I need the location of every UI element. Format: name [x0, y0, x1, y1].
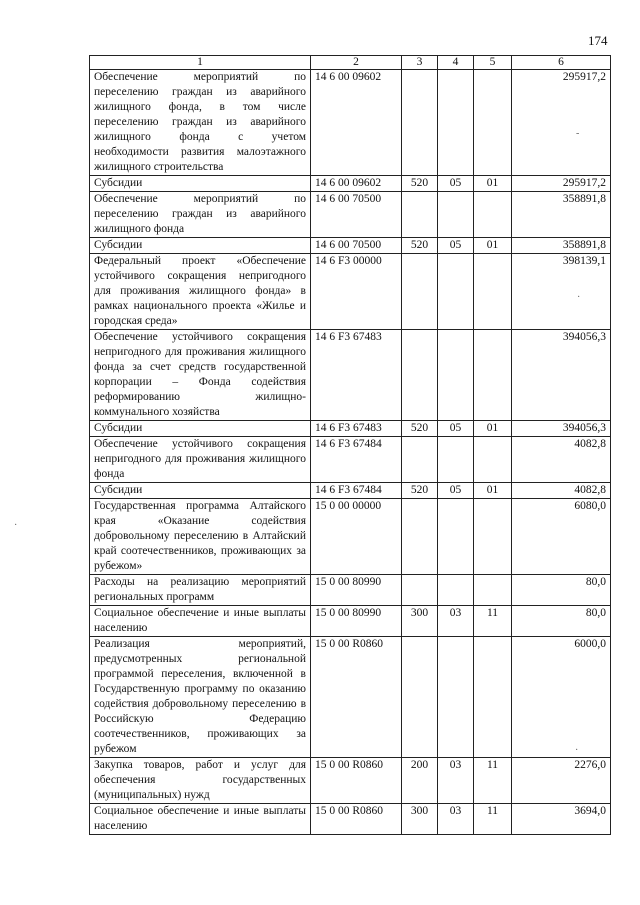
rz-cell: [438, 437, 474, 483]
pr-cell: 11: [474, 758, 512, 804]
pr-cell: [474, 575, 512, 606]
table-row: [90, 254, 611, 330]
pr-cell: 01: [474, 421, 512, 437]
vr-cell: 520: [402, 176, 438, 192]
name-cell: Субсидии: [90, 238, 311, 254]
pr-cell: 11: [474, 606, 512, 637]
name-cell: Обеспечение мероприятий по переселению граждан из аварийного жилищного фонда, в том числе переселению граждан из аварийного жилищного фонда с учетом необходимости развития малоэтажного жилищного строительства: [90, 70, 311, 176]
sum-cell: 80,0: [512, 575, 611, 606]
table-row: [90, 637, 611, 758]
vr-cell: 300: [402, 606, 438, 637]
csr-cell: 15 0 00 R0860: [311, 637, 402, 758]
rz-cell: 05: [438, 238, 474, 254]
pr-cell: 01: [474, 238, 512, 254]
table-row: [90, 437, 611, 483]
scan-mark: -: [576, 128, 580, 139]
csr-cell: 14 6 F3 67483: [311, 330, 402, 421]
table-row: [90, 804, 611, 835]
sum-cell: 358891,8: [512, 192, 611, 238]
table-body: [90, 70, 611, 835]
pr-cell: [474, 330, 512, 421]
csr-cell: 14 6 F3 00000: [311, 254, 402, 330]
name-cell: Субсидии: [90, 176, 311, 192]
csr-cell: 15 0 00 80990: [311, 575, 402, 606]
table-row: [90, 192, 611, 238]
table-row: [90, 499, 611, 575]
rz-cell: 03: [438, 758, 474, 804]
column-header-6: 6: [512, 56, 611, 70]
name-cell: Социальное обеспечение и иные выплаты населению: [90, 606, 311, 637]
page-number: 174: [588, 33, 608, 48]
vr-cell: [402, 499, 438, 575]
table-row: [90, 176, 611, 192]
sum-cell: 4082,8: [512, 483, 611, 499]
pr-cell: 11: [474, 804, 512, 835]
name-cell: Закупка товаров, работ и услуг для обеспечения государственных (муниципальных) нужд: [90, 758, 311, 804]
rz-cell: [438, 499, 474, 575]
csr-cell: 14 6 00 70500: [311, 192, 402, 238]
name-cell: Обеспечение устойчивого сокращения непригодного для проживания жилищного фонда: [90, 437, 311, 483]
sum-cell: 6000,0: [512, 637, 611, 758]
column-header-5: 5: [474, 56, 512, 70]
sum-cell: 295917,2: [512, 70, 611, 176]
name-cell: Субсидии: [90, 421, 311, 437]
name-cell: Реализация мероприятий, предусмотренных региональной программой переселения, включенной в Государственную программу по оказанию содействия добровольному переселению в Российскую Федерацию соотечественников, проживающих за рубежом: [90, 637, 311, 758]
table-row: [90, 330, 611, 421]
rz-cell: 05: [438, 483, 474, 499]
rz-cell: [438, 70, 474, 176]
table-row: [90, 70, 611, 176]
sum-cell: 6080,0: [512, 499, 611, 575]
column-header-3: 3: [402, 56, 438, 70]
table-row: [90, 421, 611, 437]
scan-mark: ·: [14, 520, 18, 531]
rz-cell: 03: [438, 606, 474, 637]
sum-cell: 394056,3: [512, 421, 611, 437]
name-cell: Социальное обеспечение и иные выплаты населению: [90, 804, 311, 835]
rz-cell: 05: [438, 176, 474, 192]
pr-cell: [474, 254, 512, 330]
rz-cell: [438, 192, 474, 238]
rz-cell: [438, 330, 474, 421]
name-cell: Государственная программа Алтайского края «Оказание содействия добровольному переселению в Алтайский край соотечественников, проживающих за рубежом»: [90, 499, 311, 575]
vr-cell: 520: [402, 421, 438, 437]
sum-cell: 3694,0: [512, 804, 611, 835]
csr-cell: 15 0 00 R0860: [311, 804, 402, 835]
csr-cell: 14 6 00 09602: [311, 70, 402, 176]
column-header-1: 1: [90, 56, 311, 70]
sum-cell: 394056,3: [512, 330, 611, 421]
vr-cell: [402, 437, 438, 483]
header-row: [90, 56, 611, 70]
name-cell: Расходы на реализацию мероприятий региональных программ: [90, 575, 311, 606]
scan-mark: ·: [575, 745, 579, 756]
sum-cell: 398139,1: [512, 254, 611, 330]
csr-cell: 15 0 00 R0860: [311, 758, 402, 804]
vr-cell: [402, 575, 438, 606]
sum-cell: 4082,8: [512, 437, 611, 483]
csr-cell: 14 6 F3 67483: [311, 421, 402, 437]
rz-cell: 05: [438, 421, 474, 437]
rz-cell: 03: [438, 804, 474, 835]
vr-cell: [402, 254, 438, 330]
csr-cell: 14 6 00 70500: [311, 238, 402, 254]
table-row: [90, 238, 611, 254]
sum-cell: 2276,0: [512, 758, 611, 804]
vr-cell: 200: [402, 758, 438, 804]
table-row: [90, 575, 611, 606]
sum-cell: 80,0: [512, 606, 611, 637]
pr-cell: 01: [474, 176, 512, 192]
rz-cell: [438, 575, 474, 606]
name-cell: Обеспечение мероприятий по переселению граждан из аварийного жилищного фонда: [90, 192, 311, 238]
rz-cell: [438, 254, 474, 330]
pr-cell: [474, 192, 512, 238]
rz-cell: [438, 637, 474, 758]
column-header-4: 4: [438, 56, 474, 70]
pr-cell: [474, 437, 512, 483]
budget-table: [89, 55, 611, 835]
table-row: [90, 483, 611, 499]
vr-cell: 300: [402, 804, 438, 835]
pr-cell: [474, 499, 512, 575]
csr-cell: 15 0 00 00000: [311, 499, 402, 575]
csr-cell: 15 0 00 80990: [311, 606, 402, 637]
pr-cell: [474, 637, 512, 758]
name-cell: Обеспечение устойчивого сокращения непригодного для проживания жилищного фонда за счет средств государственной корпорации – Фонда содействия реформированию жилищно-коммунального хозяйства: [90, 330, 311, 421]
vr-cell: 520: [402, 238, 438, 254]
csr-cell: 14 6 F3 67484: [311, 437, 402, 483]
sum-cell: 295917,2: [512, 176, 611, 192]
csr-cell: 14 6 F3 67484: [311, 483, 402, 499]
vr-cell: [402, 637, 438, 758]
table-row: [90, 606, 611, 637]
column-header-2: 2: [311, 56, 402, 70]
table-row: [90, 758, 611, 804]
vr-cell: 520: [402, 483, 438, 499]
sum-cell: 358891,8: [512, 238, 611, 254]
name-cell: Федеральный проект «Обеспечение устойчивого сокращения непригодного для проживания жилищного фонда» в рамках национального проекта «Жилье и городская среда»: [90, 254, 311, 330]
vr-cell: [402, 330, 438, 421]
vr-cell: [402, 70, 438, 176]
vr-cell: [402, 192, 438, 238]
pr-cell: 01: [474, 483, 512, 499]
name-cell: Субсидии: [90, 483, 311, 499]
pr-cell: [474, 70, 512, 176]
csr-cell: 14 6 00 09602: [311, 176, 402, 192]
scan-mark: ·: [577, 292, 581, 303]
